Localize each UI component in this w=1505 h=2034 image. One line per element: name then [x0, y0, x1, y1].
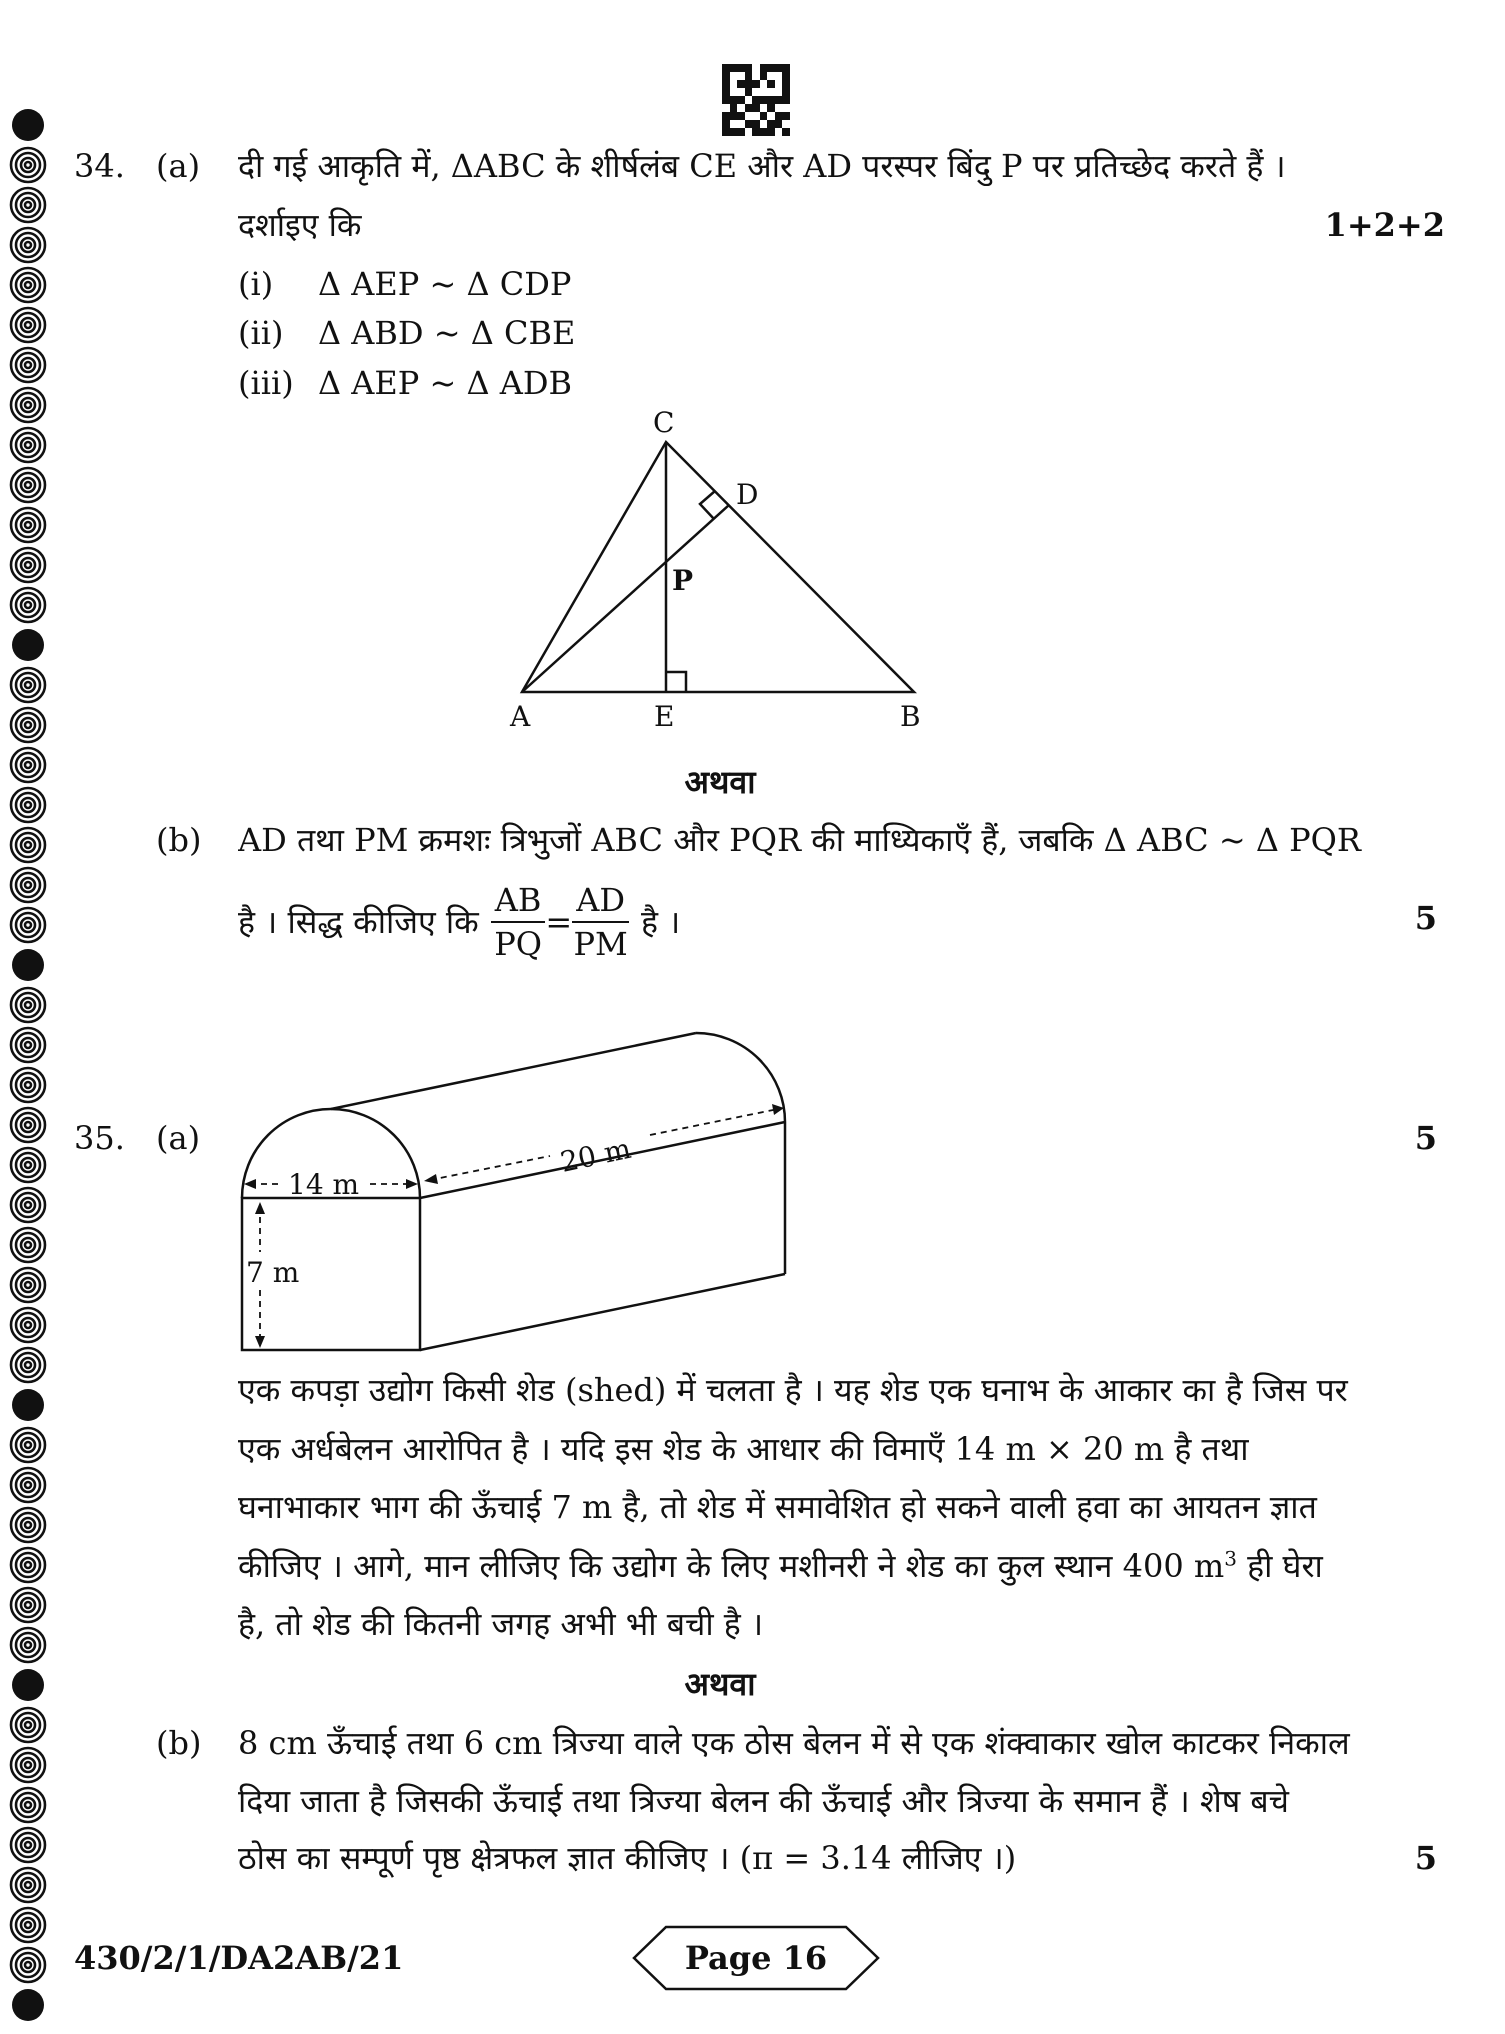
- qr-module: [737, 96, 745, 104]
- qr-module: [760, 112, 768, 120]
- qr-module: [767, 96, 775, 104]
- shed-ridge-line: [331, 1033, 696, 1109]
- qr-module: [752, 128, 760, 136]
- qr-module: [730, 120, 738, 128]
- margin-ring-icon: [8, 345, 48, 385]
- margin-ring-icon: [8, 1385, 48, 1425]
- q35-b-line: दिया जाता है जिसकी ऊँचाई तथा त्रिज्या बेलन की ऊँचाई और त्रिज्या के समान हैं । शेष बचे: [238, 1782, 1289, 1820]
- qr-module: [752, 72, 760, 80]
- margin-ring-icon: [8, 1065, 48, 1105]
- qr-module: [775, 64, 783, 72]
- fraction-numerator: AB: [491, 879, 546, 923]
- q34-number: 34.: [74, 147, 125, 185]
- q34-b-marks: 5: [1414, 899, 1437, 937]
- qr-module: [782, 104, 790, 112]
- q35-a-line4-post: ही घेरा: [1236, 1547, 1323, 1585]
- qr-module: [730, 96, 738, 104]
- qr-module: [730, 88, 738, 96]
- margin-ring-icon: [8, 825, 48, 865]
- q34-item-num: (ii): [238, 314, 284, 352]
- qr-module: [745, 64, 753, 72]
- margin-ring-icon: [8, 1865, 48, 1905]
- q35-b-line: ठोस का सम्पूर्ण पृष्ठ क्षेत्रफल ज्ञात कीजिए । (π = 3.14 लीजिए ।): [238, 1839, 1017, 1877]
- page-number-box: [632, 1924, 880, 1992]
- label-d: D: [736, 478, 759, 511]
- qr-module: [782, 128, 790, 136]
- qr-module: [737, 80, 745, 88]
- margin-ring-icon: [8, 145, 48, 185]
- qr-module: [730, 72, 738, 80]
- margin-ring-icon: [8, 1025, 48, 1065]
- qr-module: [782, 120, 790, 128]
- q35-a-label: (a): [156, 1119, 201, 1157]
- right-angle-mark-d: [700, 491, 715, 519]
- label-c: C: [653, 406, 675, 439]
- q35-a-line: घनाभाकार भाग की ऊँचाई 7 m है, तो शेड में समावेशित हो सकने वाली हवा का आयतन ज्ञात: [238, 1488, 1317, 1526]
- qr-module: [760, 96, 768, 104]
- margin-ring-icon: [8, 385, 48, 425]
- qr-module: [752, 112, 760, 120]
- qr-module: [752, 64, 760, 72]
- q35-a-line: एक अर्धबेलन आरोपित है । यदि इस शेड के आधार की विमाएँ 14 m × 20 m है तथा: [238, 1430, 1249, 1468]
- qr-module: [737, 64, 745, 72]
- qr-module: [730, 128, 738, 136]
- margin-ring-icon: [8, 1705, 48, 1745]
- label-e: E: [654, 700, 675, 733]
- q34-a-marks: 1+2+2: [1324, 206, 1445, 244]
- q35-a-line4-pre: कीजिए । आगे, मान लीजिए कि उद्योग के लिए मशीनरी ने शेड का कुल स्थान 400 m: [238, 1547, 1225, 1585]
- margin-ring-icon: [8, 265, 48, 305]
- qr-module: [752, 104, 760, 112]
- qr-module: [752, 96, 760, 104]
- qr-module: [775, 80, 783, 88]
- margin-ring-icon: [8, 1625, 48, 1665]
- margin-ring-icon: [8, 865, 48, 905]
- q34-item-text: Δ AEP ~ Δ CDP: [318, 265, 572, 303]
- margin-ring-icon: [8, 1425, 48, 1465]
- qr-module: [745, 96, 753, 104]
- margin-ring-icon: [8, 905, 48, 945]
- margin-ring-icon: [8, 985, 48, 1025]
- qr-module: [767, 80, 775, 88]
- qr-module: [730, 80, 738, 88]
- q34-or: अथवा: [684, 763, 756, 801]
- margin-ring-icon: [8, 1825, 48, 1865]
- qr-module: [730, 64, 738, 72]
- q35-a-marks: 5: [1414, 1119, 1437, 1157]
- qr-module: [722, 104, 730, 112]
- qr-module: [745, 112, 753, 120]
- dim-width-label: 14 m: [288, 1168, 360, 1201]
- qr-module: [767, 72, 775, 80]
- margin-ring-icon: [8, 425, 48, 465]
- qr-module: [722, 72, 730, 80]
- qr-module: [722, 120, 730, 128]
- margin-ring-icon: [8, 1665, 48, 1705]
- label-a: A: [510, 700, 531, 733]
- margin-ring-icon: [8, 665, 48, 705]
- margin-ring-icon: [8, 705, 48, 745]
- qr-module: [722, 80, 730, 88]
- shed-diagram: [230, 1020, 810, 1370]
- qr-module: [775, 88, 783, 96]
- margin-ring-icon: [8, 505, 48, 545]
- margin-ring-icon: [8, 1465, 48, 1505]
- q34-b-label: (b): [156, 821, 202, 859]
- margin-ring-icon: [8, 1345, 48, 1385]
- triangle-abc: [522, 442, 914, 692]
- margin-ring-icon: [8, 625, 48, 665]
- label-b: B: [900, 700, 921, 733]
- margin-ring-icon: [8, 545, 48, 585]
- qr-module: [730, 104, 738, 112]
- qr-module: [760, 104, 768, 112]
- half-cylinder-back-arc: [696, 1033, 785, 1122]
- label-p: P: [672, 564, 694, 597]
- margin-ring-icon: [8, 465, 48, 505]
- qr-module: [730, 112, 738, 120]
- q34-b-line2: [238, 872, 680, 972]
- dim-height-label: 7 m: [246, 1256, 300, 1289]
- qr-module: [722, 128, 730, 136]
- qr-module: [760, 72, 768, 80]
- qr-module: [767, 104, 775, 112]
- fraction-ab-pq: [491, 879, 546, 965]
- q35-a-line5: है, तो शेड की कितनी जगह अभी भी बची है ।: [238, 1605, 764, 1643]
- qr-module: [737, 104, 745, 112]
- margin-ring-icon: [8, 1985, 48, 2025]
- qr-module: [775, 104, 783, 112]
- qr-module: [760, 64, 768, 72]
- margin-ring-icon: [8, 305, 48, 345]
- qr-module: [745, 88, 753, 96]
- qr-module: [745, 120, 753, 128]
- qr-module: [737, 88, 745, 96]
- qr-module: [737, 120, 745, 128]
- qr-module: [767, 88, 775, 96]
- q34-item-num: (iii): [238, 364, 294, 402]
- fraction-ad-pm: [572, 879, 629, 965]
- qr-module: [760, 120, 768, 128]
- altitude-ad: [522, 505, 729, 692]
- qr-module: [737, 128, 745, 136]
- margin-ring-icon: [8, 1265, 48, 1305]
- qr-module: [775, 128, 783, 136]
- qr-module: [767, 128, 775, 136]
- margin-ring-icon: [8, 225, 48, 265]
- q34-a-line2: दर्शाइए कि: [238, 206, 362, 244]
- qr-module: [775, 112, 783, 120]
- margin-ring-icon: [8, 185, 48, 225]
- qr-module: [767, 112, 775, 120]
- margin-ring-icon: [8, 585, 48, 625]
- qr-module: [745, 72, 753, 80]
- q34-item-num: (i): [238, 265, 274, 303]
- qr-module: [737, 72, 745, 80]
- margin-ring-icon: [8, 1945, 48, 1985]
- triangle-diagram: [480, 400, 960, 750]
- qr-module: [760, 88, 768, 96]
- margin-ring-icon: [8, 785, 48, 825]
- margin-ring-icon: [8, 1585, 48, 1625]
- margin-ring-icon: [8, 1305, 48, 1345]
- qr-module: [745, 80, 753, 88]
- qr-module: [752, 80, 760, 88]
- q34-a-line1: दी गई आकृति में, ΔABC के शीर्षलंब CE और AD परस्पर बिंदु P पर प्रतिच्छेद करते हैं ।: [238, 147, 1286, 185]
- fraction-denominator: PQ: [494, 925, 542, 963]
- qr-module: [775, 96, 783, 104]
- qr-module: [775, 72, 783, 80]
- dim-length-label: 20 m: [557, 1131, 634, 1179]
- q35-number: 35.: [74, 1119, 125, 1157]
- margin-ring-icon: [8, 1105, 48, 1145]
- q34-item-text: Δ ABD ~ Δ CBE: [318, 314, 576, 352]
- qr-module: [760, 80, 768, 88]
- margin-ring-icon: [8, 1785, 48, 1825]
- equals-sign: =: [545, 903, 573, 941]
- qr-module: [775, 120, 783, 128]
- q35-b-label: (b): [156, 1724, 202, 1762]
- qr-module: [767, 64, 775, 72]
- q35-b-line: 8 cm ऊँचाई तथा 6 cm त्रिज्या वाले एक ठोस बेलन में से एक शंक्वाकार खोल काटकर निकाल: [238, 1724, 1350, 1762]
- qr-module: [722, 88, 730, 96]
- cube-exponent: 3: [1224, 1546, 1237, 1571]
- qr-module: [745, 104, 753, 112]
- qr-module: [760, 128, 768, 136]
- qr-module: [722, 96, 730, 104]
- qr-module: [782, 72, 790, 80]
- qr-module: [722, 112, 730, 120]
- fraction-denominator: PM: [573, 925, 628, 963]
- margin-ring-icon: [8, 1505, 48, 1545]
- qr-module: [752, 88, 760, 96]
- qr-code: [722, 64, 790, 136]
- margin-ring-icon: [8, 945, 48, 985]
- margin-ring-icon: [8, 1745, 48, 1785]
- qr-module: [782, 96, 790, 104]
- q35-or: अथवा: [684, 1665, 756, 1703]
- q34-b-line2-pre: है । सिद्ध कीजिए कि: [238, 903, 479, 941]
- paper-code: 430/2/1/DA2AB/21: [74, 1939, 404, 1977]
- qr-module: [782, 112, 790, 120]
- q35-b-marks: 5: [1414, 1839, 1437, 1877]
- margin-ring-strip: [8, 105, 52, 2025]
- q35-a-line4: [238, 1546, 1368, 1586]
- qr-module: [745, 128, 753, 136]
- qr-module: [767, 120, 775, 128]
- qr-module: [782, 88, 790, 96]
- qr-module: [737, 112, 745, 120]
- qr-module: [722, 64, 730, 72]
- qr-module: [782, 80, 790, 88]
- margin-ring-icon: [8, 1145, 48, 1185]
- q34-b-line2-post: है ।: [640, 903, 681, 941]
- q35-a-line: एक कपड़ा उद्योग किसी शेड (shed) में चलता है । यह शेड एक घनाभ के आकार का है जिस पर: [238, 1371, 1348, 1409]
- margin-ring-icon: [8, 745, 48, 785]
- right-angle-mark-e: [666, 672, 686, 692]
- qr-module: [782, 64, 790, 72]
- margin-ring-icon: [8, 1185, 48, 1225]
- margin-ring-icon: [8, 1905, 48, 1945]
- shed-bottom-edge: [420, 1274, 785, 1350]
- fraction-numerator: AD: [572, 879, 629, 923]
- qr-module: [752, 120, 760, 128]
- margin-ring-icon: [8, 105, 48, 145]
- q34-b-line1: AD तथा PM क्रमशः त्रिभुजों ABC और PQR की माध्यिकाएँ हैं, जबकि Δ ABC ~ Δ PQR: [238, 821, 1361, 859]
- margin-ring-icon: [8, 1545, 48, 1585]
- page-number: Page 16: [684, 1939, 828, 1977]
- q34-a-label: (a): [156, 147, 201, 185]
- margin-ring-icon: [8, 1225, 48, 1265]
- q34-item-text: Δ AEP ~ Δ ADB: [318, 364, 572, 402]
